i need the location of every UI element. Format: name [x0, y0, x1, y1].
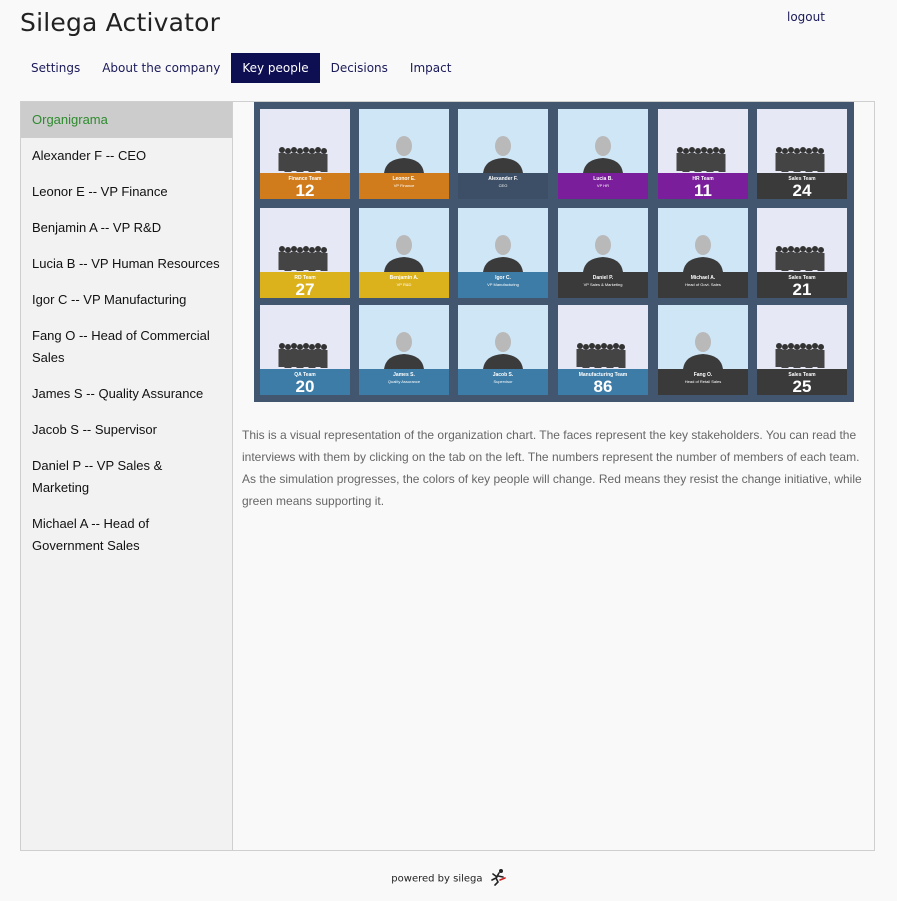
team-photo — [757, 109, 847, 173]
team-photo — [658, 109, 748, 173]
card-label-bar — [260, 369, 350, 395]
card-label-bar — [558, 369, 648, 395]
card-member-count: 21 — [792, 280, 812, 298]
card-label-bar — [757, 272, 847, 298]
footer-text: powered by silega — [391, 873, 483, 885]
org-chart-image — [254, 102, 854, 402]
card-member-count: 12 — [295, 181, 315, 199]
card-name: Lucia B. — [593, 176, 613, 182]
sidebar-item-lucia-b[interactable]: Lucia B -- VP Human Resources — [32, 256, 220, 271]
card-name: James S. — [393, 372, 415, 378]
org-chart-description: This is a visual representation of the organization chart. The faces represent the key stakeholders. You can read the interviews with them by clicking on the tab on the left. The numbers represent the number of members of each team. As the simulation progresses, the colors of key people will change. Red means they resist the change initiative, while green means supporting it. — [242, 428, 862, 508]
card-role: VP Finance — [393, 183, 415, 188]
card-name: HR Team — [692, 176, 714, 182]
person-photo — [359, 208, 449, 272]
card-role: VP HR — [596, 183, 610, 188]
card-label-bar — [558, 173, 648, 199]
card-member-count: 11 — [694, 181, 712, 199]
sidebar-item-alexander-f[interactable]: Alexander F -- CEO — [32, 148, 147, 163]
person-card — [558, 208, 648, 298]
tab-impact[interactable]: Impact — [409, 61, 452, 75]
card-name: Jacob S. — [492, 372, 514, 378]
sidebar-item-benjamin-a[interactable]: Benjamin A -- VP R&D — [32, 220, 162, 235]
sidebar-item-leonor-e[interactable]: Leonor E -- VP Finance — [32, 184, 168, 199]
person-photo — [458, 208, 548, 272]
team-card — [260, 305, 350, 395]
card-label-bar — [458, 173, 548, 199]
card-label-bar — [359, 369, 449, 395]
card-label-bar — [558, 272, 648, 298]
card-role: CEO — [498, 183, 508, 188]
tab-settings[interactable]: Settings — [31, 61, 81, 75]
card-role: VP Manufacturing — [487, 282, 519, 287]
tab-decisions[interactable]: Decisions — [330, 61, 388, 75]
person-photo — [359, 305, 449, 369]
team-card — [757, 109, 847, 199]
sidebar-item-michael-a[interactable]: Michael A -- Head of Government Sales — [32, 516, 150, 553]
sidebar-item-daniel-p[interactable]: Daniel P -- VP Sales & Marketing — [32, 458, 163, 495]
team-photo — [757, 305, 847, 369]
sidebar-item-james-s[interactable]: James S -- Quality Assurance — [32, 386, 204, 401]
team-photo — [260, 109, 350, 173]
card-name: Igor C. — [495, 275, 511, 281]
card-name: Sales Team — [788, 372, 816, 378]
tab-about-the-company[interactable]: About the company — [102, 61, 221, 75]
card-role: Quality Assurance — [387, 379, 421, 384]
sidebar-item-jacob-s[interactable]: Jacob S -- Supervisor — [32, 422, 157, 437]
card-label-bar — [757, 173, 847, 199]
person-photo — [458, 305, 548, 369]
card-label-bar — [359, 173, 449, 199]
card-name: Sales Team — [788, 275, 816, 281]
team-photo — [260, 208, 350, 272]
team-photo — [558, 305, 648, 369]
person-photo — [458, 109, 548, 173]
person-photo — [359, 109, 449, 173]
team-card — [260, 109, 350, 199]
card-name: QA Team — [294, 372, 316, 378]
team-photo — [757, 208, 847, 272]
person-card — [558, 109, 648, 199]
card-label-bar — [359, 272, 449, 298]
card-role: Supervisor — [493, 379, 513, 384]
card-member-count: 86 — [593, 377, 613, 395]
team-photo — [260, 305, 350, 369]
team-card — [260, 208, 350, 298]
card-role: Head of Retail Sales — [684, 379, 722, 384]
card-name: Manufacturing Team — [578, 372, 628, 378]
person-photo — [558, 208, 648, 272]
card-label-bar — [458, 369, 548, 395]
person-card — [359, 109, 449, 199]
person-photo — [658, 208, 748, 272]
person-card — [458, 305, 548, 395]
card-role: VP R&D — [396, 282, 412, 287]
silega-logo-icon — [490, 868, 506, 889]
card-name: Daniel P. — [592, 275, 614, 281]
card-name: Fang O. — [693, 372, 713, 378]
sidebar-item-igor-c[interactable]: Igor C -- VP Manufacturing — [32, 292, 187, 307]
card-label-bar — [260, 173, 350, 199]
card-member-count: 24 — [792, 181, 812, 199]
tab-key-people[interactable]: Key people — [231, 53, 319, 83]
card-label-bar — [458, 272, 548, 298]
person-card — [359, 208, 449, 298]
person-card — [658, 305, 748, 395]
card-name: Finance Team — [288, 176, 322, 182]
person-card — [658, 208, 748, 298]
card-name: Alexander F. — [488, 176, 518, 182]
card-label-bar — [658, 369, 748, 395]
sidebar-item-organigrama[interactable]: Organigrama — [21, 102, 232, 138]
card-member-count: 20 — [295, 377, 315, 395]
card-name: Sales Team — [788, 176, 816, 182]
card-role: VP Sales & Marketing — [583, 282, 623, 287]
card-label-bar — [260, 272, 350, 298]
person-card — [458, 109, 548, 199]
footer — [0, 868, 897, 889]
main-tabs — [20, 53, 462, 83]
card-member-count: 25 — [792, 377, 812, 395]
team-card — [658, 109, 748, 199]
person-card — [359, 305, 449, 395]
person-card — [458, 208, 548, 298]
card-name: Benjamin A. — [389, 275, 419, 281]
sidebar-item-fang-o[interactable]: Fang O -- Head of Commercial Sales — [32, 328, 210, 365]
person-photo — [658, 305, 748, 369]
card-label-bar — [658, 272, 748, 298]
card-label-bar — [658, 173, 748, 199]
team-card — [757, 305, 847, 395]
team-card — [558, 305, 648, 395]
card-name: RD Team — [294, 275, 316, 281]
card-member-count: 27 — [295, 280, 315, 298]
app-title: Silega Activator — [20, 8, 221, 37]
card-name: Michael A. — [690, 275, 716, 281]
person-photo — [558, 109, 648, 173]
logout-link[interactable]: logout — [787, 10, 825, 24]
content-panel — [20, 101, 875, 851]
team-card — [757, 208, 847, 298]
card-role: Head of Govt. Sales — [685, 282, 721, 287]
card-label-bar — [757, 369, 847, 395]
sidebar — [21, 102, 233, 850]
card-name: Leonor E. — [392, 176, 416, 182]
